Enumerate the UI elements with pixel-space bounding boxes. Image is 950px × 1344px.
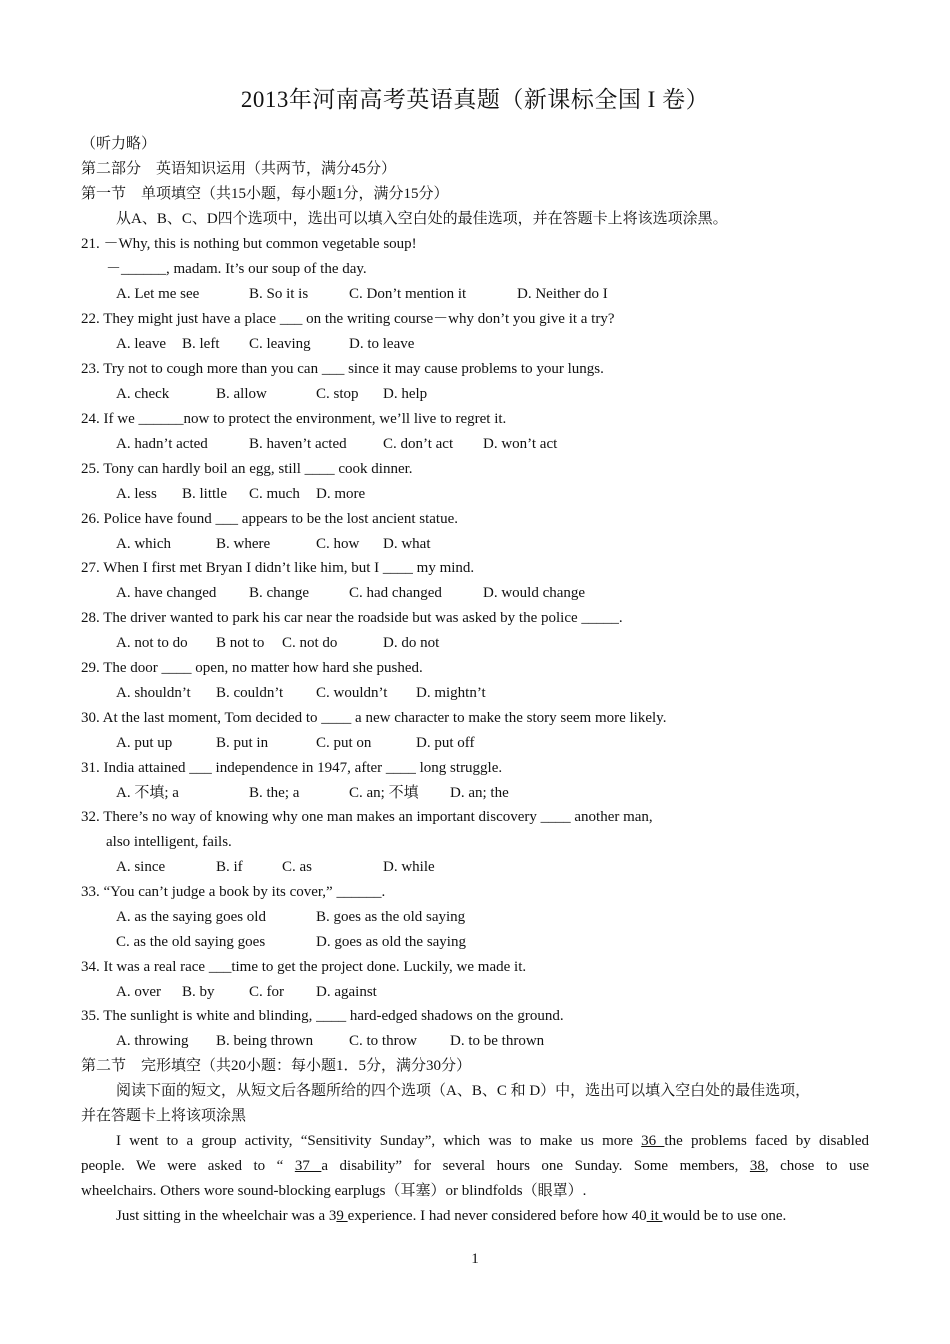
option-b: B. little xyxy=(182,486,227,502)
passage-line xyxy=(116,1206,786,1226)
option-d: D. an; the xyxy=(450,785,509,801)
question-stem: 31. India attained ___ independence in 1947, after ____ long struggle. xyxy=(81,760,503,776)
blank-39: 9 xyxy=(336,1208,348,1224)
option-a: A. as the saying goes old xyxy=(116,909,266,925)
listening-note: （听力略） xyxy=(81,136,157,152)
option-d: D. to be thrown xyxy=(450,1033,545,1049)
question-stem: 33. “You can’t judge a book by its cover,” ______. xyxy=(81,884,386,900)
option-b: B. being thrown xyxy=(216,1033,314,1049)
option-b: B. allow xyxy=(216,386,267,402)
option-c: C. as the old saying goes xyxy=(116,934,266,950)
passage-text: I went to a group activity, “Sensitivity Sunday”, which was to make us more xyxy=(116,1133,642,1149)
section2-instruction-cont: 并在答题卡上将该项涂黑 xyxy=(81,1108,247,1124)
option-d: D. Neither do I xyxy=(517,286,608,302)
option-a: A. 不填; a xyxy=(116,785,179,801)
option-a: A. have changed xyxy=(116,585,217,601)
passage-line: wheelchairs. Others wore sound-blocking earplugs（耳塞）or blindfolds（眼罩）. xyxy=(81,1183,587,1199)
section2-heading: 第二节 完形填空（共20小题：每小题1．5分，满分30分） xyxy=(81,1058,472,1074)
option-c: C. how xyxy=(316,536,360,552)
question-stem: 25. Tony can hardly boil an egg, still ____ cook dinner. xyxy=(81,461,413,477)
passage-text: a disability” for several hours one Sunday. Some members, xyxy=(321,1158,750,1174)
option-c: C. to throw xyxy=(349,1033,417,1049)
option-b: B. haven’t acted xyxy=(249,436,347,452)
option-a: A. put up xyxy=(116,735,173,751)
option-c: C. leaving xyxy=(249,336,311,352)
option-b: B. left xyxy=(182,336,220,352)
passage-line xyxy=(81,1156,869,1176)
option-c: C. stop xyxy=(316,386,359,402)
option-b: B. put in xyxy=(216,735,269,751)
question-stem: 34. It was a real race ___time to get the project done. Luckily, we made it. xyxy=(81,959,527,975)
question-stem: 28. The driver wanted to park his car near the roadside but was asked by the police _____. xyxy=(81,610,623,626)
option-d: D. would change xyxy=(483,585,586,601)
option-a: A. not to do xyxy=(116,635,188,651)
option-d: D. help xyxy=(383,386,428,402)
option-c: C. Don’t mention it xyxy=(349,286,467,302)
section1-instruction: 从A、B、C、D四个选项中，选出可以填入空白处的最佳选项，并在答题卡上将该选项涂黑。 xyxy=(116,211,728,227)
option-b: B. where xyxy=(216,536,271,552)
question-stem: 26. Police have found ___ appears to be the lost ancient statue. xyxy=(81,511,458,527)
option-c: C. much xyxy=(249,486,300,502)
question-stem: 21. －Why, this is nothing but common vegetable soup! xyxy=(81,236,417,252)
part2-heading: 第二部分 英语知识运用（共两节，满分45分） xyxy=(81,161,397,177)
question-stem: 23. Try not to cough more than you can ___ since it may cause problems to your lungs. xyxy=(81,361,604,377)
option-a: A. leave xyxy=(116,336,166,352)
question-stem: 32. There’s no way of knowing why one man makes an important discovery ____ another man, xyxy=(81,809,653,825)
passage-text: Just sitting in the wheelchair was a 3 xyxy=(116,1208,337,1224)
option-d: D. to leave xyxy=(349,336,415,352)
question-stem-cont: －______, madam. It’s our soup of the day. xyxy=(106,261,367,277)
passage-text: people. We were asked to “ xyxy=(81,1158,295,1174)
option-d: D. what xyxy=(383,536,431,552)
blank-36: 36 xyxy=(641,1133,665,1149)
question-stem: 29. The door ____ open, no matter how hard she pushed. xyxy=(81,660,423,676)
option-a: A. since xyxy=(116,859,166,875)
option-b: B. change xyxy=(249,585,309,601)
option-d: D. won’t act xyxy=(483,436,558,452)
page-number: 1 xyxy=(471,1251,479,1267)
option-b: B. by xyxy=(182,984,215,1000)
blank-40: it xyxy=(646,1208,663,1224)
option-c: C. not do xyxy=(282,635,338,651)
option-a: A. check xyxy=(116,386,170,402)
option-b: B. So it is xyxy=(249,286,309,302)
question-stem: 30. At the last moment, Tom decided to ____ a new character to make the story seem more likely. xyxy=(81,710,667,726)
option-a: A. less xyxy=(116,486,157,502)
option-a: A. Let me see xyxy=(116,286,200,302)
option-d: D. mightn’t xyxy=(416,685,486,701)
passage-line xyxy=(81,1131,869,1151)
option-d: D. put off xyxy=(416,735,475,751)
section2-instruction: 阅读下面的短文，从短文后各题所给的四个选项（A、B、C 和 D）中，选出可以填入空白处的最佳选项， xyxy=(116,1083,811,1099)
blank-37: 37 xyxy=(294,1158,322,1174)
option-b: B. goes as the old saying xyxy=(316,909,466,925)
option-a: A. throwing xyxy=(116,1033,189,1049)
question-stem: 24. If we ______now to protect the environment, we’ll live to regret it. xyxy=(81,411,507,427)
question-stem: 27. When I first met Bryan I didn’t like him, but I ____ my mind. xyxy=(81,560,475,576)
option-b: B. the; a xyxy=(249,785,300,801)
option-c: C. an; 不填 xyxy=(349,785,419,801)
option-c: C. had changed xyxy=(349,585,442,601)
option-b: B not to xyxy=(216,635,265,651)
option-c: C. don’t act xyxy=(383,436,454,452)
option-c: C. for xyxy=(249,984,284,1000)
option-d: D. against xyxy=(316,984,377,1000)
option-a: A. hadn’t acted xyxy=(116,436,208,452)
option-d: D. do not xyxy=(383,635,440,651)
question-stem: 35. The sunlight is white and blinding, ____ hard-edged shadows on the ground. xyxy=(81,1008,564,1024)
option-b: B. couldn’t xyxy=(216,685,284,701)
page-title: 2013年河南高考英语真题（新课标全国 I 卷） xyxy=(240,87,710,112)
question-stem-cont: also intelligent, fails. xyxy=(106,834,232,850)
option-c: C. as xyxy=(282,859,312,875)
option-a: A. which xyxy=(116,536,171,552)
option-a: A. shouldn’t xyxy=(116,685,191,701)
passage-text: would be to use one. xyxy=(662,1208,787,1224)
option-b: B. if xyxy=(216,859,243,875)
option-a: A. over xyxy=(116,984,161,1000)
question-stem: 22. They might just have a place ___ on the writing course－why don’t you give it a try? xyxy=(81,311,615,327)
option-d: D. while xyxy=(383,859,435,875)
section1-heading: 第一节 单项填空（共15小题，每小题1分，满分15分） xyxy=(81,186,449,202)
passage-text: , chose to use xyxy=(764,1158,870,1174)
blank-38: 38 xyxy=(749,1158,765,1174)
passage-text: the problems faced by disabled xyxy=(664,1133,869,1149)
passage-text: experience. I had never considered before how 40 xyxy=(347,1208,647,1224)
option-c: C. put on xyxy=(316,735,372,751)
option-d: D. more xyxy=(316,486,366,502)
option-c: C. wouldn’t xyxy=(316,685,388,701)
option-d: D. goes as old the saying xyxy=(316,934,466,950)
